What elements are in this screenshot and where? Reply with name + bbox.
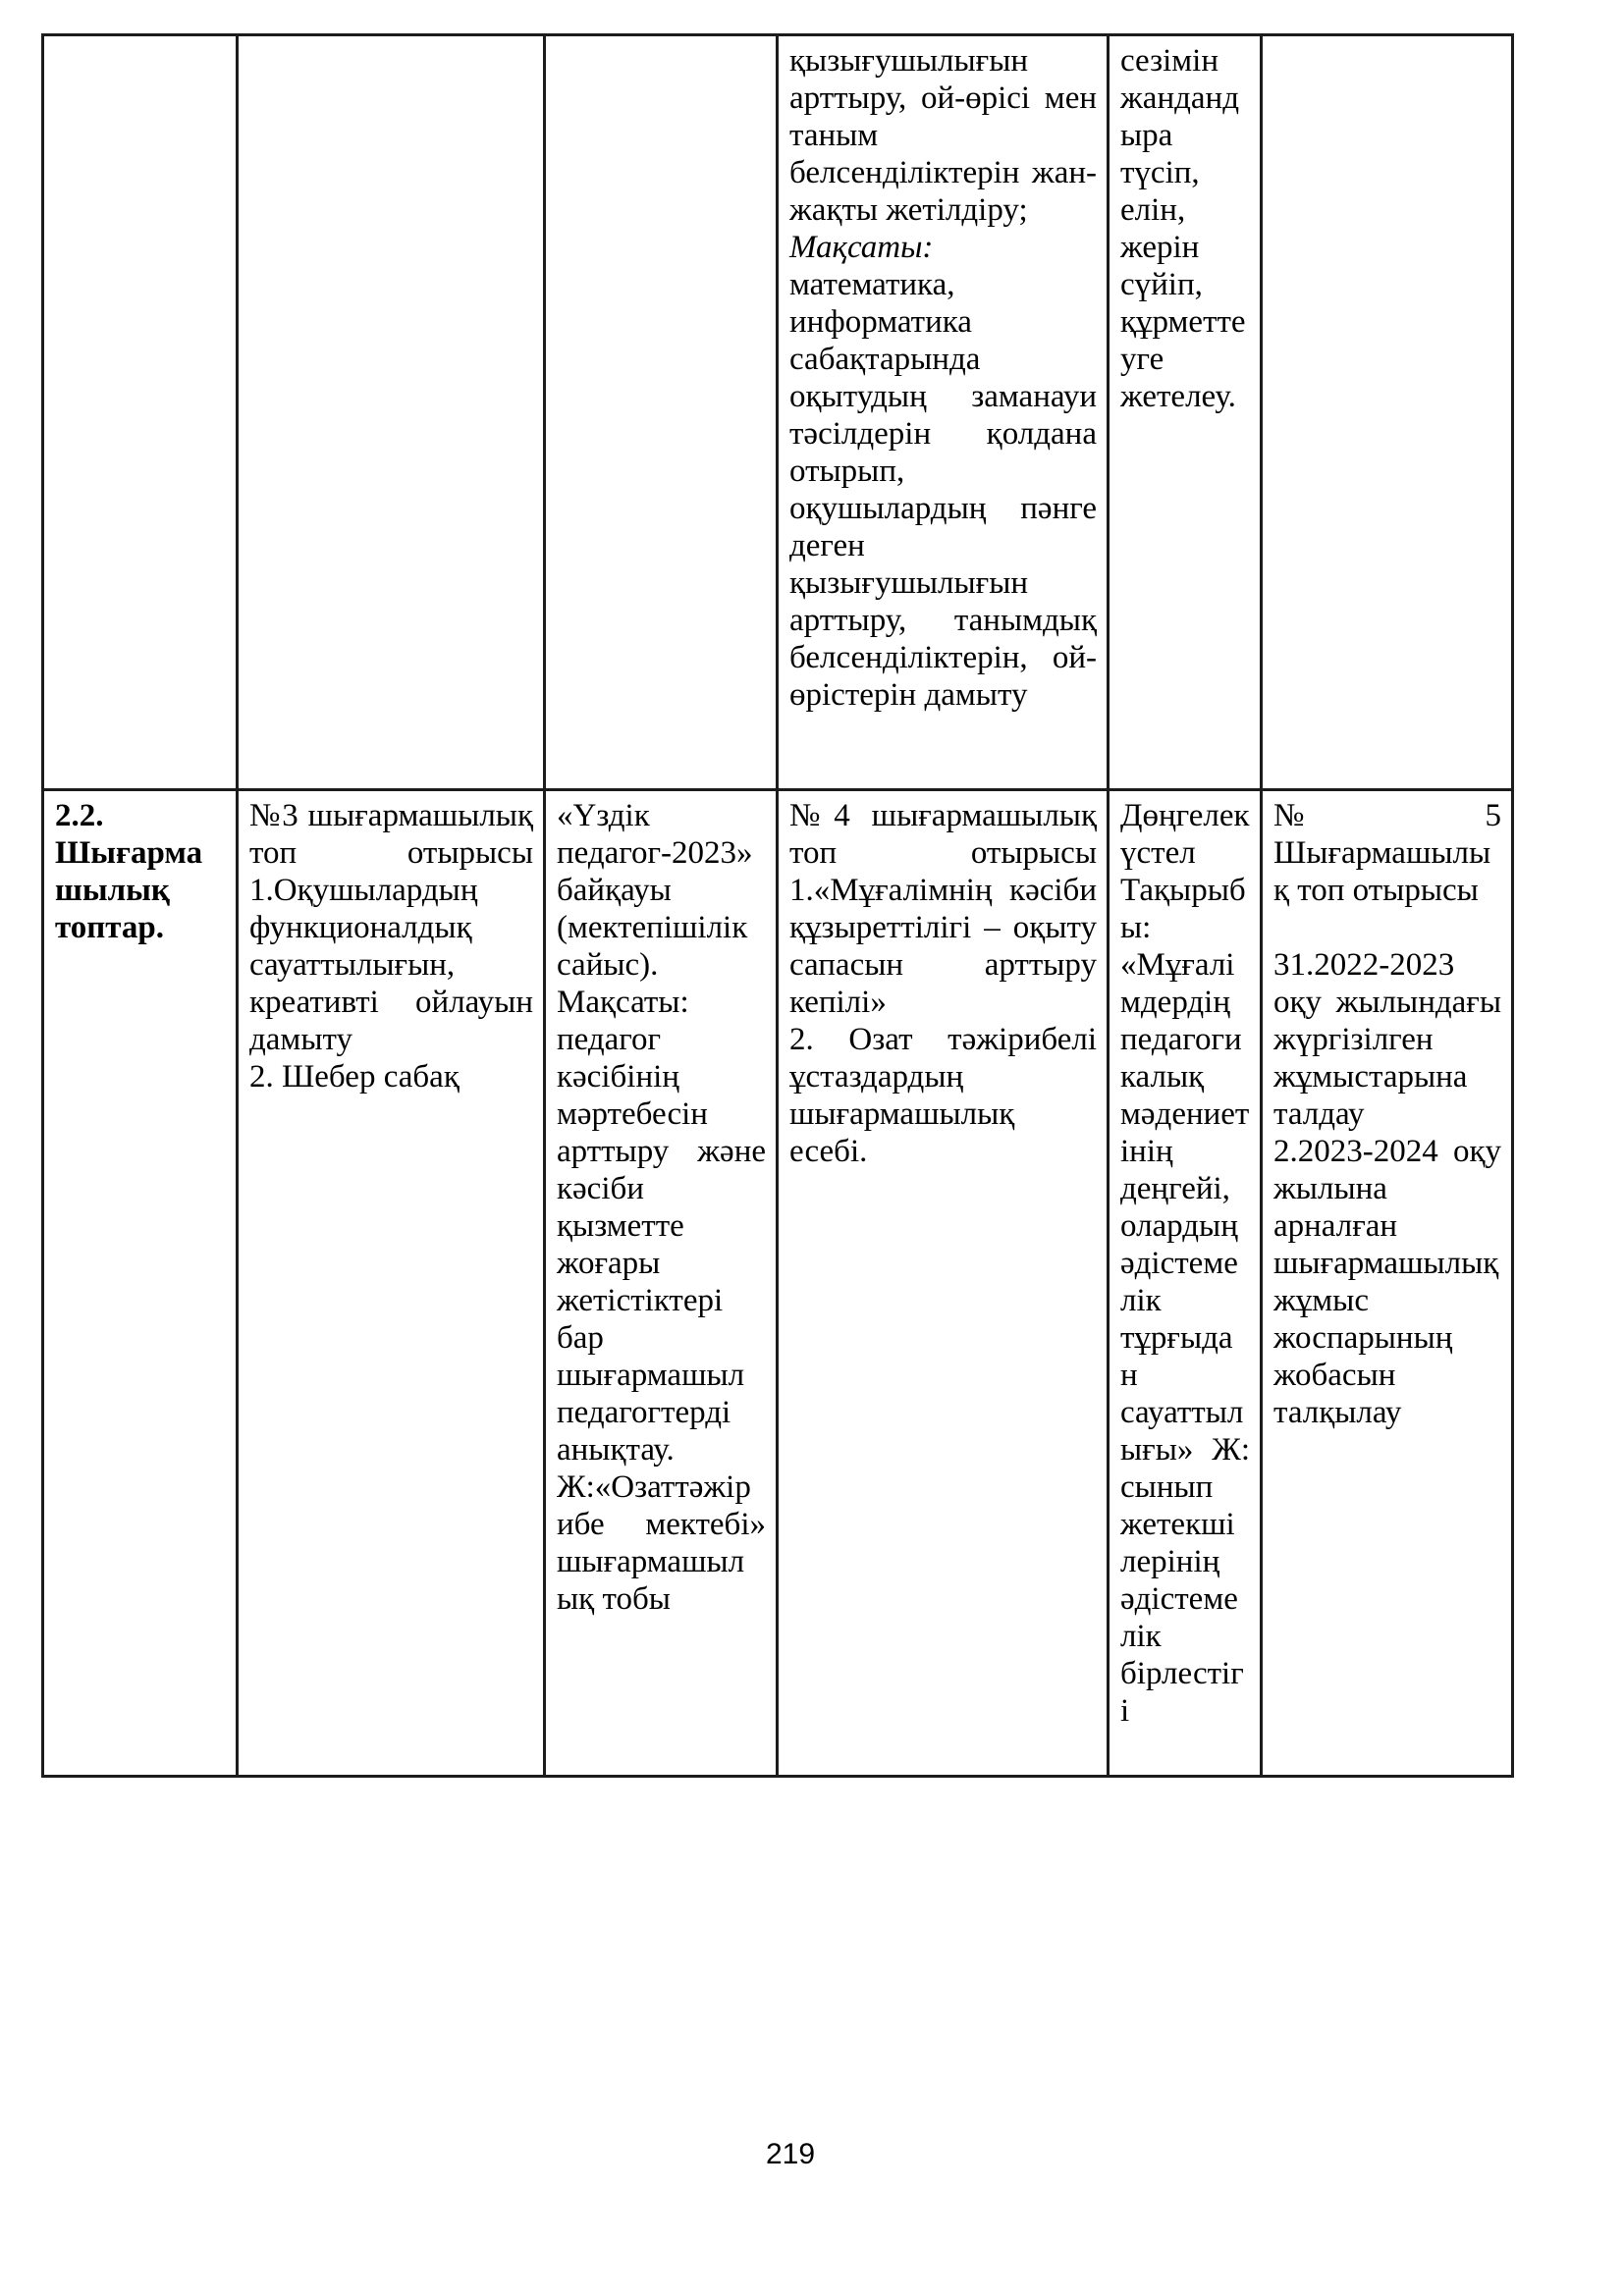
paragraph: 31.2022-2023 оқу жылындағы жүргізілген жұмыстарына талдау — [1273, 947, 1501, 1132]
paragraph: №4 шығармашылық топ отырысы 1.«Мұғалімнің кәсіби құзыреттілігі – оқыту сапасын арттыру кепілі» — [789, 798, 1097, 1020]
cell-r1c1-empty — [43, 35, 238, 790]
paragraph: математика, информатика сабақтарында оқытудың заманауи тәсілдерін қолдана отырып, оқушылардың пәнге деген қызығушылығын арттыру, танымдық белсенділіктерін, ой-өрістерін дамыту — [789, 267, 1097, 713]
cell-r1c2-empty — [238, 35, 545, 790]
paragraph: №3 шығармашылық топ отырысы 1.Оқушылардың функционалдық сауаттылығын, креативті ойлауын дамыту — [249, 798, 533, 1057]
paragraph: сезімін жандандыра түсіп, елін, жерін сүйіп, құрметтеуге жетелеу. — [1120, 43, 1246, 414]
table-row-creative-groups — [43, 790, 1513, 1777]
section-title: 2.2. Шығармашылық топтар. — [55, 798, 203, 945]
cell-r1c6-empty — [1262, 35, 1513, 790]
cell-r2c1-section — [43, 790, 238, 1777]
paragraph: Дөңгелек үстел Тақырыбы: «Мұғалімдердің педагогикалық мәдениетінің деңгейі, олардың әдістемелік тұрғыдан сауаттылығы» Ж: сынып жетекшілерінің әдістемелік бірлестігі — [1120, 798, 1250, 1729]
cell-r2c3-contest — [545, 790, 778, 1777]
paragraph: «Үздік педагог-2023» байқауы (мектепішілік сайыс). Мақсаты: педагог кәсібінің мәртебесін арттыру және кәсіби қызметте жоғары жетістіктері бар шығармашыл педагогтерді анықтау. Ж:«Озаттәжірибе мектебі» шығармашылық тобы — [557, 798, 766, 1617]
paragraph: 2. Озат тәжірибелі ұстаздардың шығармашылық есебі. — [789, 1022, 1097, 1169]
table-row-carryover — [43, 35, 1513, 790]
cell-r2c6-meeting5 — [1262, 790, 1513, 1777]
paragraph: 2.2023-2024 оқу жылына арналған шығармашылық жұмыс жоспарының жобасын талқылау — [1273, 1134, 1501, 1430]
paragraph: 2. Шебер сабақ — [249, 1059, 460, 1095]
cell-r2c4-meeting4 — [778, 790, 1109, 1777]
cell-r2c5-roundtable — [1109, 790, 1262, 1777]
cell-r1c3-empty — [545, 35, 778, 790]
paragraph: қызығушылығын арттыру, ой-өрісі мен таным белсенділіктерін жан-жақты жетілдіру; — [789, 43, 1097, 228]
cell-r1c5-outcome — [1109, 35, 1262, 790]
paragraph: №5 Шығармашылық топ отырысы — [1273, 798, 1501, 908]
cell-r2c2-meeting3 — [238, 790, 545, 1777]
work-plan-table — [41, 33, 1514, 1778]
page-number: 219 — [765, 2138, 816, 2170]
cell-r1c4-goal — [778, 35, 1109, 790]
paragraph-goal-label: Мақсаты: — [789, 230, 934, 265]
